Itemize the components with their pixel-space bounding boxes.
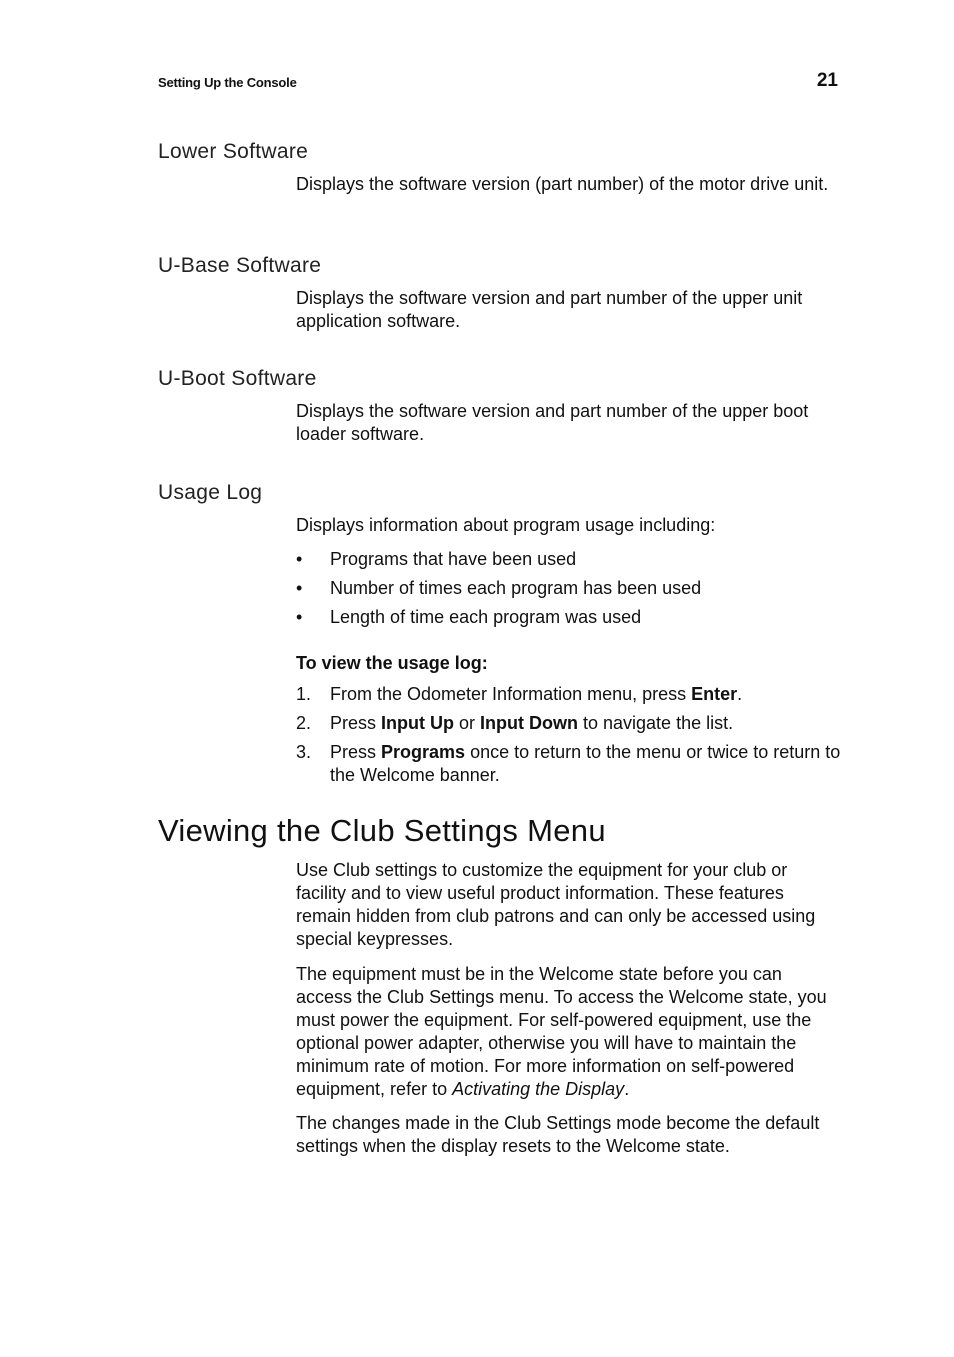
usage-log-intro: Displays information about program usage including: [296,515,716,535]
list-item [296,606,841,635]
list-item [296,548,841,577]
cross-reference: Activating the Display [452,1079,625,1099]
step-item [296,683,841,706]
club-settings-paragraph-2: The equipment must be in the Welcome state before you can access the Club Settings menu. To access the Welcome state, you must power the equipment. For self-powered equipment, use the optional power adapter, otherwise you will have to maintain the minimum rate of motion. For more information on self-powered equipment, refer to Activating the Display. [296,964,827,1099]
lower-software-text: Displays the software version (part number) of the motor drive unit. [296,174,829,194]
usage-log-bullet-list [296,548,841,635]
step-text: From the Odometer Information menu, press Enter. [330,684,743,704]
step-item [296,712,841,735]
key-input-down: Input Down [480,713,578,733]
bullet-text: Programs that have been used [330,549,577,569]
key-input-up: Input Up [381,713,454,733]
section-heading-club-settings: Viewing the Club Settings Menu [158,813,606,848]
step-number: 2. [296,713,312,733]
step-number: 3. [296,742,312,762]
procedure-title: To view the usage log: [296,653,488,673]
running-head: Setting Up the Console [158,75,297,90]
step-number: 1. [296,684,312,704]
key-enter: Enter [691,684,738,704]
list-item [296,577,841,606]
club-settings-paragraph-3: The changes made in the Club Settings mode become the default settings when the display resets to the Welcome state. [296,1113,820,1156]
bullet-icon: • [296,549,303,569]
heading-lower-software: Lower Software [158,140,309,163]
page-header [158,72,838,94]
key-programs: Programs [381,742,466,762]
uboot-software-text: Displays the software version and part number of the upper boot loader software. [296,401,809,444]
step-text: Press Input Up or Input Down to navigate the list. [330,713,734,733]
bullet-icon: • [296,607,303,627]
heading-usage-log: Usage Log [158,481,263,504]
ubase-software-text: Displays the software version and part number of the upper unit application software. [296,288,803,331]
step-item [296,741,841,787]
heading-uboot-software: U-Boot Software [158,367,317,390]
page-number: 21 [816,70,838,91]
procedure-steps [296,683,841,793]
step-text: Press Programs once to return to the menu or twice to return to the Welcome banner. [330,742,841,785]
heading-ubase-software: U-Base Software [158,254,322,277]
bullet-text: Number of times each program has been used [330,578,702,598]
bullet-icon: • [296,578,303,598]
club-settings-paragraph-1: Use Club settings to customize the equipment for your club or facility and to view useful product information. These features remain hidden from club patrons and can only be accessed using special keypresses. [296,860,816,949]
bullet-text: Length of time each program was used [330,607,642,627]
